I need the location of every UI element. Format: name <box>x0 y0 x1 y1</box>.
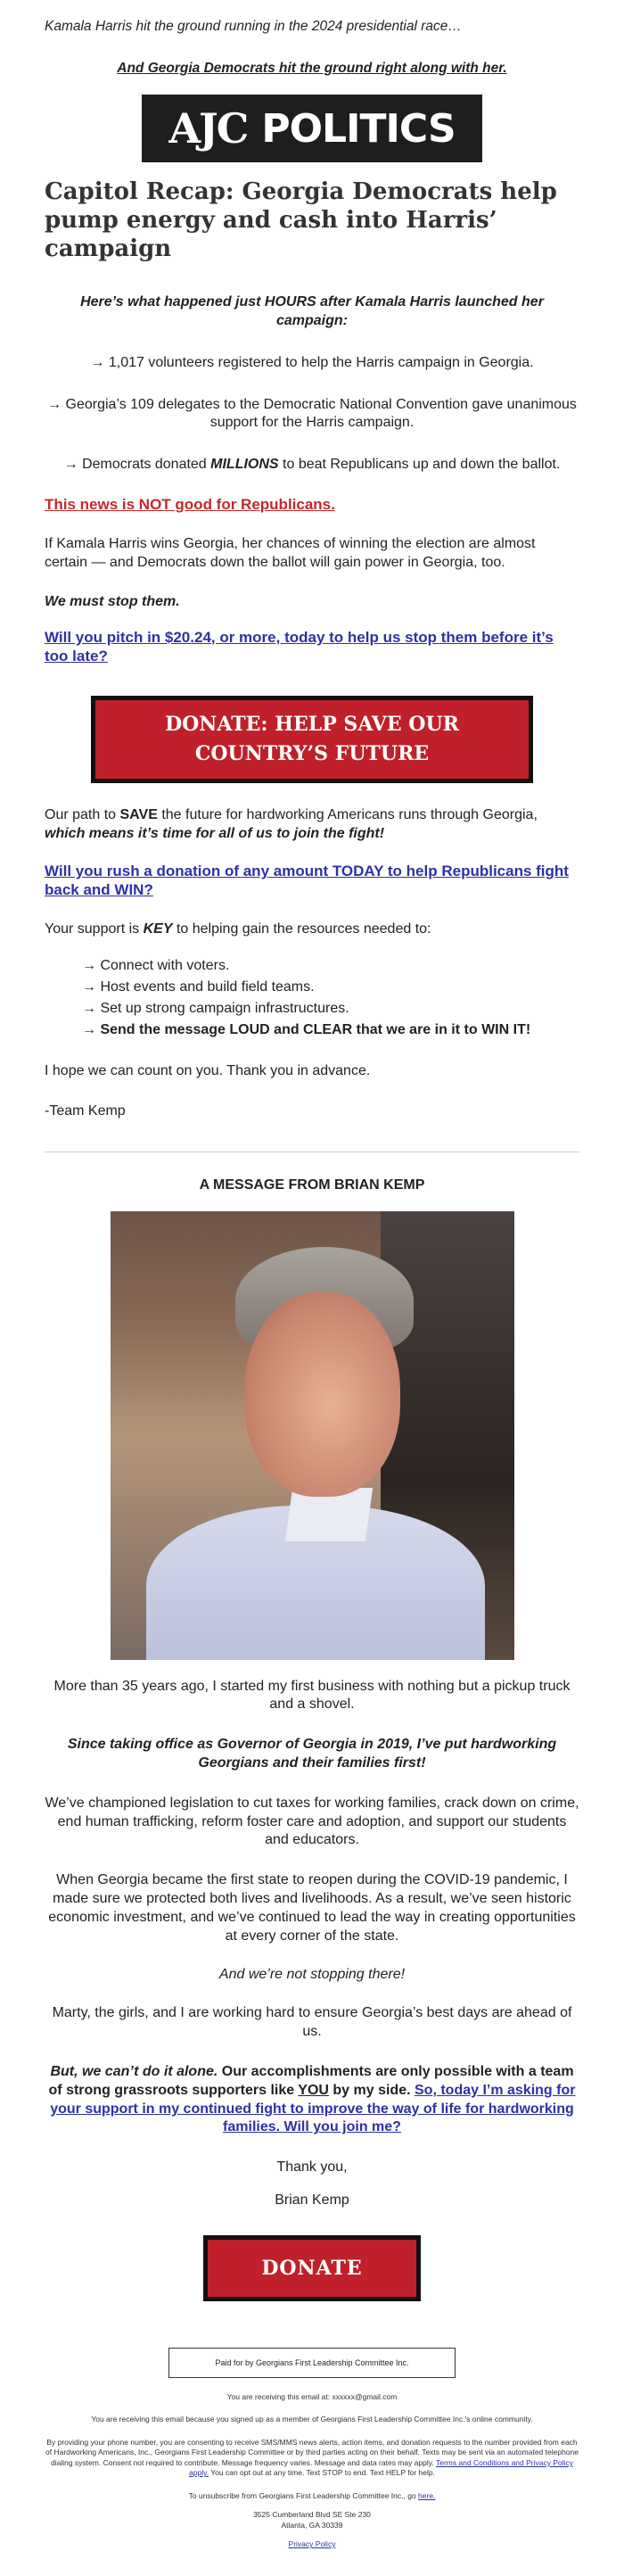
politics-logo-text: POLITICS <box>261 105 456 152</box>
warning-text: This news is NOT good for Republicans. <box>45 496 335 514</box>
donate-button-line1: DONATE: HELP SAVE OUR <box>165 713 459 737</box>
recipient-email-text: You are receiving this email at: xxxxxx@gmail.com <box>226 2391 398 2401</box>
kemp-paragraph-legislation: We’ve championed legislation to cut taxes for working families, crack down on crime, end human trafficking, reform foster care and adoption, and support our students and educators. <box>45 1795 579 1848</box>
list-item: → Set up strong campaign infrastructures. <box>82 1001 349 1017</box>
lead-text: Here’s what happened just HOURS after Kamala Harris launched her campaign: <box>80 294 544 329</box>
point-delegates: → Georgia’s 109 delegates to the Democratic National Convention gave unanimous support for the Harris campaign. <box>47 396 577 431</box>
must-stop-text: We must stop them. <box>45 593 180 609</box>
sms-consent-text: By providing your phone number, you are consenting to receive SMS/MMS news alerts, action items, and donation requests to the number provided from each of Hardworking Americans, Inc., Georgians First Leadership Committee or by third parties acting on their behalf. Texts may be sent via an automated telephone dialing system. Consent not required to contribute. Message frequency varies. Message and data rates may apply. Terms and Conditions and Privacy Policy apply. You can opt out at any time. Text STOP to end. Text HELP for help. <box>45 2437 579 2478</box>
address-line2: Atlanta, GA 30339 <box>281 2520 343 2530</box>
donate-save-country-button[interactable] <box>91 696 533 783</box>
member-text: You are receiving this email because you signed up as a member of Georgians First Leadership Committee Inc.'s online community. <box>91 2415 533 2424</box>
kemp-paragraph-marty: Marty, the girls, and I are working hard to ensure Georgia’s best days are ahead of us. <box>52 2005 572 2040</box>
terms-privacy-link[interactable]: Terms and Conditions and Privacy Policy apply. <box>189 2457 574 2478</box>
paid-for-box: Paid for by Georgians First Leadership Committee Inc. <box>168 2348 456 2378</box>
resources-list <box>45 955 579 1041</box>
unsubscribe-link[interactable]: here. <box>418 2490 436 2500</box>
ajc-politics-logo <box>142 95 482 162</box>
list-item: → Connect with voters. <box>82 958 230 974</box>
ajc-logo-text: AJC <box>168 104 248 153</box>
kemp-final-appeal: But, we can’t do it alone. Our accomplishments are only possible with a team of strong grassroots supporters like YOU by my side. So, today I’m asking for your support in my continued fight to improve the way of life for hardworking families. Will you join me? <box>48 2064 576 2135</box>
kemp-not-stopping: And we’re not stopping there! <box>218 1967 406 1983</box>
point-donations: → Democrats donated MILLIONS to beat Republicans up and down the ballot. <box>63 457 561 473</box>
privacy-policy-row <box>45 2539 579 2576</box>
closing-thanks: Thank you, <box>276 2159 348 2176</box>
intro-subline: And Georgia Democrats hit the ground right along with her. <box>117 61 507 77</box>
email-body <box>45 0 579 2576</box>
privacy-policy-link[interactable]: Privacy Policy <box>288 2539 336 2549</box>
paragraph-harris-georgia: If Kamala Harris wins Georgia, her chances of winning the election are almost certain — and Democrats down the ballot will gain power in Georgia, too. <box>45 536 536 570</box>
path-paragraph: Our path to SAVE the future for hardworking Americans runs through Georgia, which means it’s time for all of us to join the fight! <box>45 807 538 841</box>
donate-button-line2: COUNTRY’S FUTURE <box>194 742 430 766</box>
unsubscribe-text: To unsubscribe from Georgians First Leadership Committee Inc., go here. <box>188 2490 436 2500</box>
hope-text: I hope we can count on you. Thank you in advance. <box>45 1063 371 1079</box>
donate-button[interactable]: DONATE <box>203 2235 421 2301</box>
address-line1: 3525 Cumberland Blvd SE Ste 230 <box>253 2510 371 2520</box>
rush-donation-link[interactable]: Will you rush a donation of any amount TODAY to help Republicans fight back and WIN? <box>45 862 569 899</box>
closing-name: Brian Kemp <box>275 2192 349 2208</box>
article-headline: Capitol Recap: Georgia Democrats help pump energy and cash into Harris’ campaign <box>45 178 557 262</box>
list-item: → Host events and build field teams. <box>82 979 315 995</box>
support-paragraph: Your support is KEY to helping gain the resources needed to: <box>45 921 431 937</box>
intro-line: Kamala Harris hit the ground running in the 2024 presidential race… <box>45 19 462 34</box>
join-me-link[interactable]: So, today I’m asking for your support in my continued fight to improve the way of life for hardworking families. Will you join me? <box>50 2082 576 2135</box>
point-volunteers: → 1,017 volunteers registered to help the Harris campaign in Georgia. <box>90 354 534 370</box>
signature: -Team Kemp <box>45 1102 126 1119</box>
kemp-paragraph-business: More than 35 years ago, I started my first business with nothing but a pickup truck and a shovel. <box>53 1678 571 1713</box>
kemp-paragraph-governor: Since taking office as Governor of Georgia in 2019, I’ve put hardworking Georgians and their families first! <box>67 1737 557 1771</box>
message-heading: A MESSAGE FROM BRIAN KEMP <box>199 1177 425 1193</box>
brian-kemp-photo <box>111 1211 514 1660</box>
list-item: → Send the message LOUD and CLEAR that we are in it to WIN IT! <box>82 1022 531 1038</box>
pitch-in-link[interactable]: Will you pitch in $20.24, or more, today to help us stop them before it’s too late? <box>45 628 554 665</box>
kemp-paragraph-covid: When Georgia became the first state to reopen during the COVID-19 pandemic, I made sure we protected both lives and livelihoods. As a result, we’ve seen historic economic investment, and we’ve continued to lead the way in creating opportunities at every corner of the state. <box>48 1872 576 1944</box>
